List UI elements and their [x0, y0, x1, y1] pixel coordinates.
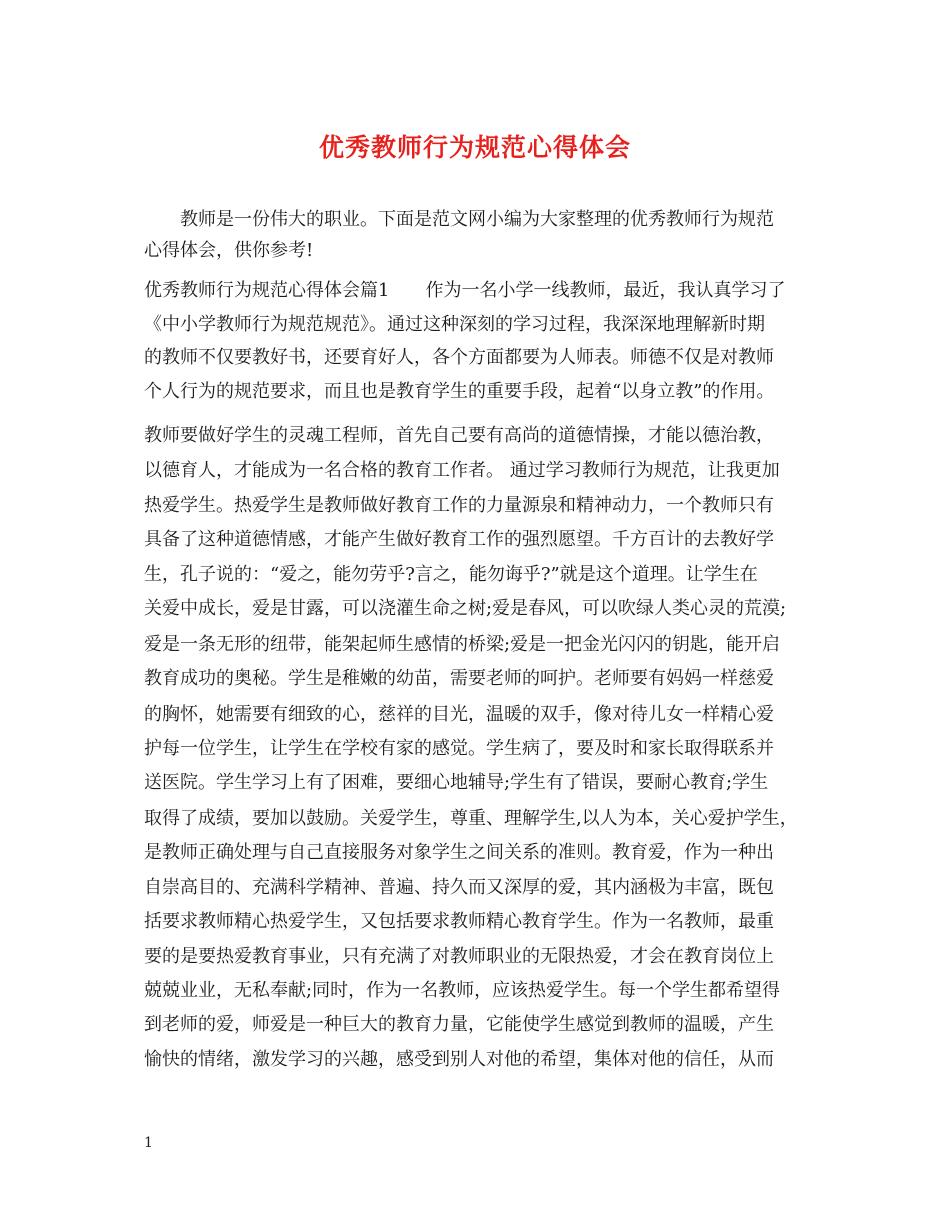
body-line: 关爱中成长，爱是甘露，可以浇灌生命之树;爱是春风，可以吹绿人类心灵的荒漠;: [144, 598, 787, 619]
body-line: 《中小学教师行为规范规范》。通过这种深刻的学习过程，我深深地理解新时期: [144, 314, 765, 335]
body-line: 优秀教师行为规范心得体会篇1 作为一名小学一线教师，最近，我认真学习了: [144, 280, 786, 301]
body-line: 护每一位学生，让学生在学校有家的感觉。学生病了，要及时和家长取得联系并: [144, 738, 774, 759]
body-line: 的教师不仅要教好书，还要育好人，各个方面都要为人师表。师德不仅是对教师: [144, 347, 774, 368]
body-line: 教师要做好学生的灵魂工程师，首先自己要有高尚的道德情操，才能以德治教，: [144, 425, 774, 446]
body-line: 热爱学生。热爱学生是教师做好教育工作的力量源泉和精神动力，一个教师只有: [144, 495, 774, 516]
body-line: 兢兢业业，无私奉献;同时，作为一名教师，应该热爱学生。每一个学生都希望得: [144, 980, 781, 1001]
body-line: 是教师正确处理与自己直接服务对象学生之间关系的准则。教育爱，作为一种出: [144, 842, 774, 863]
body-line: 心得体会，供你参考!: [144, 240, 314, 261]
document-title: 优秀教师行为规范心得体会: [318, 133, 631, 162]
body-line: 个人行为的规范要求，而且也是教育学生的重要手段，起着“以身立教”的作用。: [144, 381, 775, 402]
page-number: 1: [144, 1135, 153, 1151]
body-line: 教育成功的奥秘。学生是稚嫩的幼苗，需要老师的呵护。老师要有妈妈一样慈爱: [144, 668, 774, 689]
body-line: 教师是一份伟大的职业。下面是范文网小编为大家整理的优秀教师行为规范: [144, 209, 774, 230]
body-line: 到老师的爱，师爱是一种巨大的教育力量，它能使学生感觉到教师的温暖，产生: [144, 1014, 774, 1035]
body-line: 自崇高目的、充满科学精神、普遍、持久而又深厚的爱，其内涵极为丰富，既包: [144, 877, 774, 898]
body-line: 具备了这种道德情感，才能产生做好教育工作的强烈愿望。千方百计的去教好学: [144, 529, 774, 550]
body-line: 爱是一条无形的纽带，能架起师生感情的桥梁;爱是一把金光闪闪的钥匙，能开启: [144, 634, 781, 655]
body-line: 括要求教师精心热爱学生，又包括要求教师精心教育学生。作为一名教师，最重: [144, 911, 774, 932]
body-line: 愉快的情绪，激发学习的兴趣，感受到别人对他的希望，集体对他的信任，从而: [144, 1049, 774, 1070]
body-line: 要的是要热爱教育事业，只有充满了对教师职业的无限热爱，才会在教育岗位上: [144, 946, 774, 967]
body-line: 以德育人，才能成为一名合格的教育工作者。 通过学习教师行为规范，让我更加: [144, 460, 780, 481]
body-line: 的胸怀，她需要有细致的心，慈祥的目光，温暖的双手，像对待儿女一样精心爱: [144, 704, 774, 725]
body-line: 生，孔子说的：“爱之，能勿劳乎?言之，能勿诲乎?”就是这个道理。让学生在: [144, 564, 758, 585]
body-line: 取得了成绩，要加以鼓励。关爱学生，尊重、理解学生,以人为本，关心爱护学生，: [144, 808, 798, 829]
body-line: 送医院。学生学习上有了困难，要细心地辅导;学生有了错误，要耐心教育;学生: [144, 772, 769, 793]
